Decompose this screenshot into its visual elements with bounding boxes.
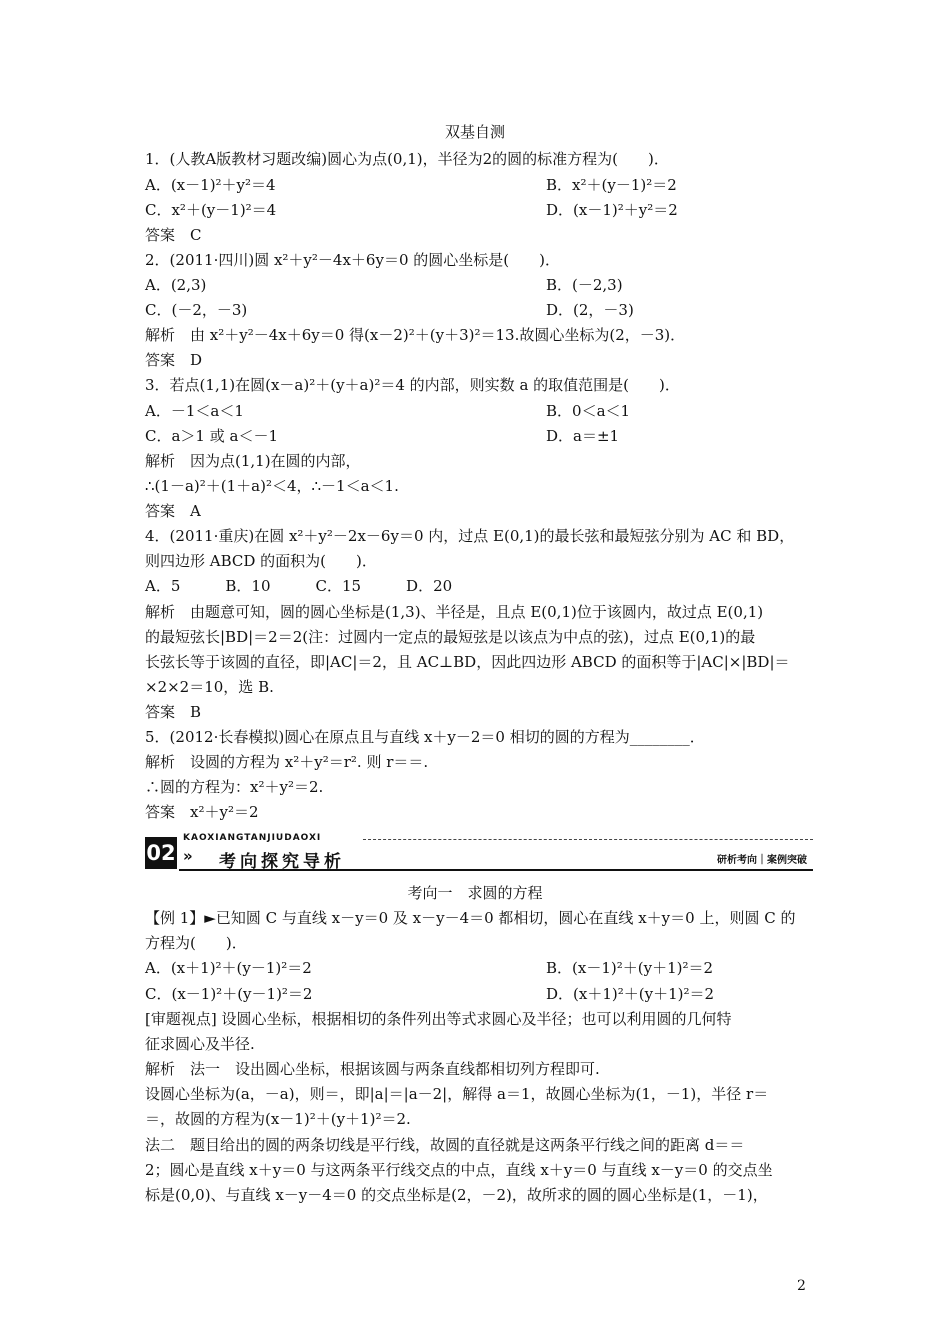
q4-options: A．5 B．10 C．15 D．20: [145, 577, 453, 595]
q1-option-a: A．(x－1)²＋y²＝4: [145, 176, 276, 194]
q2-analysis: 解析 由 x²＋y²－4x＋6y＝0 得(x－2)²＋(y＋3)²＝13.故圆心坐标为(2，－3)．: [145, 326, 686, 344]
q4-analysis-line-1: 解析 由题意可知，圆的圆心坐标是(1,3)、半径是，且点 E(0,1)位于该圆内，故过点 E(0,1): [145, 603, 764, 621]
double-arrow-icon: »: [183, 847, 193, 865]
example1-option-b: B．(x－1)²＋(y＋1)²＝2: [546, 959, 714, 977]
page-number: 2: [797, 1278, 806, 1294]
banner-subtitle: 研析考向｜案例突破: [717, 855, 807, 866]
q5-stem: 5．(2012·长春模拟)圆心在原点且与直线 x＋y－2＝0 相切的圆的方程为________．: [145, 728, 705, 746]
q2-option-a: A．(2,3): [145, 276, 207, 294]
q2-option-d: D．(2，－3): [546, 301, 634, 319]
example1-option-c: C．(x－1)²＋(y－1)²＝2: [145, 985, 313, 1003]
q1-option-b: B．x²＋(y－1)²＝2: [546, 176, 677, 194]
q4-analysis-line-4: ×2×2＝10，选 B.: [145, 678, 274, 696]
q3-option-a: A．－1＜a＜1: [145, 402, 244, 420]
q4-analysis-line-3: 长弦长等于该圆的直径，即|AC|＝2，且 AC⊥BD，因此四边形 ABCD 的面积等于|AC|×|BD|＝: [145, 653, 790, 671]
q3-option-b: B．0＜a＜1: [546, 402, 631, 420]
example1-viewpoint-line-1: [审题视点] 设圆心坐标，根据相切的条件列出等式求圆心及半径；也可以利用圆的几何特: [145, 1010, 732, 1028]
example1-method1-line-3: ＝，故圆的方程为(x－1)²＋(y＋1)²＝2.: [145, 1110, 411, 1128]
q1-answer: 答案 C: [145, 226, 202, 244]
q3-analysis-line-1: 解析 因为点(1,1)在圆的内部，: [145, 452, 361, 470]
q5-answer: 答案 x²＋y²＝2: [145, 803, 259, 821]
section-title: 双基自测: [444, 123, 505, 141]
example1-method2-line-2: 2；圆心是直线 x＋y＝0 与这两条平行线交点的中点，直线 x＋y＝0 与直线 x－y＝0 的交点坐: [145, 1161, 773, 1179]
banner-underline: [179, 869, 813, 871]
q3-option-d: D．a＝±1: [546, 427, 620, 445]
q3-answer: 答案 A: [145, 502, 201, 520]
q4-analysis-line-2: 的最短弦长|BD|＝2＝2(注：过圆内一定点的最短弦是以该点为中点的弦)，过点 E(0,1)的最: [145, 628, 756, 646]
example1-viewpoint-line-2: 征求圆心及半径.: [145, 1035, 255, 1053]
q4-answer: 答案 B: [145, 703, 202, 721]
banner-dashed-divider: [363, 839, 813, 840]
q2-option-b: B．(－2,3): [546, 276, 623, 294]
q1-option-c: C．x²＋(y－1)²＝4: [145, 201, 277, 219]
q3-option-c: C．a＞1 或 a＜－1: [145, 427, 278, 445]
example1-stem-line-2: 方程为( )．: [145, 934, 247, 952]
banner-pinyin: KAOXIANGTANJIUDAOXI: [183, 833, 322, 843]
example1-option-d: D．(x＋1)²＋(y＋1)²＝2: [546, 985, 715, 1003]
banner-title: 考向探究导析: [219, 852, 345, 872]
q5-analysis-line-2: ∴圆的方程为：x²＋y²＝2.: [145, 778, 324, 796]
section-banner: [145, 833, 813, 871]
q2-stem: 2．(2011·四川)圆 x²＋y²－4x＋6y＝0 的圆心坐标是( )．: [145, 251, 560, 269]
direction-title: 考向一 求圆的方程: [407, 884, 543, 902]
q3-stem: 3．若点(1,1)在圆(x－a)²＋(y＋a)²＝4 的内部，则实数 a 的取值范围是( )．: [145, 376, 680, 394]
example1-method1-line-1: 解析 法一 设出圆心坐标，根据该圆与两条直线都相切列方程即可.: [145, 1060, 600, 1078]
q1-option-d: D．(x－1)²＋y²＝2: [546, 201, 678, 219]
example1-method1-line-2: 设圆心坐标为(a，－a)，则＝，即|a|＝|a－2|，解得 a＝1，故圆心坐标为(1，－1)，半径 r＝: [145, 1085, 769, 1103]
q2-answer: 答案 D: [145, 351, 203, 369]
example1-method2-line-3: 标是(0,0)、与直线 x－y－4＝0 的交点坐标是(2，－2)，故所求的圆的圆心坐标是(1，－1)，: [145, 1186, 768, 1204]
q4-stem-line-1: 4．(2011·重庆)在圆 x²＋y²－2x－6y＝0 内，过点 E(0,1)的最长弦和最短弦分别为 AC 和 BD，: [145, 527, 795, 545]
example1-method2-line-1: 法二 题目给出的圆的两条切线是平行线，故圆的直径就是这两条平行线之间的距离 d＝＝: [145, 1136, 745, 1154]
section-number-badge: 02: [145, 837, 177, 869]
q4-stem-line-2: 则四边形 ABCD 的面积为( )．: [145, 552, 377, 570]
q2-option-c: C．(－2，－3): [145, 301, 248, 319]
q1-stem: 1．(人教A版教材习题改编)圆心为点(0,1)，半径为2的圆的标准方程为( )．: [145, 150, 669, 168]
q3-analysis-line-2: ∴(1－a)²＋(1＋a)²＜4，∴－1＜a＜1.: [145, 477, 399, 495]
example1-stem-line-1: 【例 1】►已知圆 C 与直线 x－y＝0 及 x－y－4＝0 都相切，圆心在直线 x＋y＝0 上，则圆 C 的: [145, 909, 796, 927]
q5-analysis-line-1: 解析 设圆的方程为 x²＋y²＝r². 则 r＝＝.: [145, 753, 429, 771]
example1-option-a: A．(x＋1)²＋(y－1)²＝2: [145, 959, 312, 977]
